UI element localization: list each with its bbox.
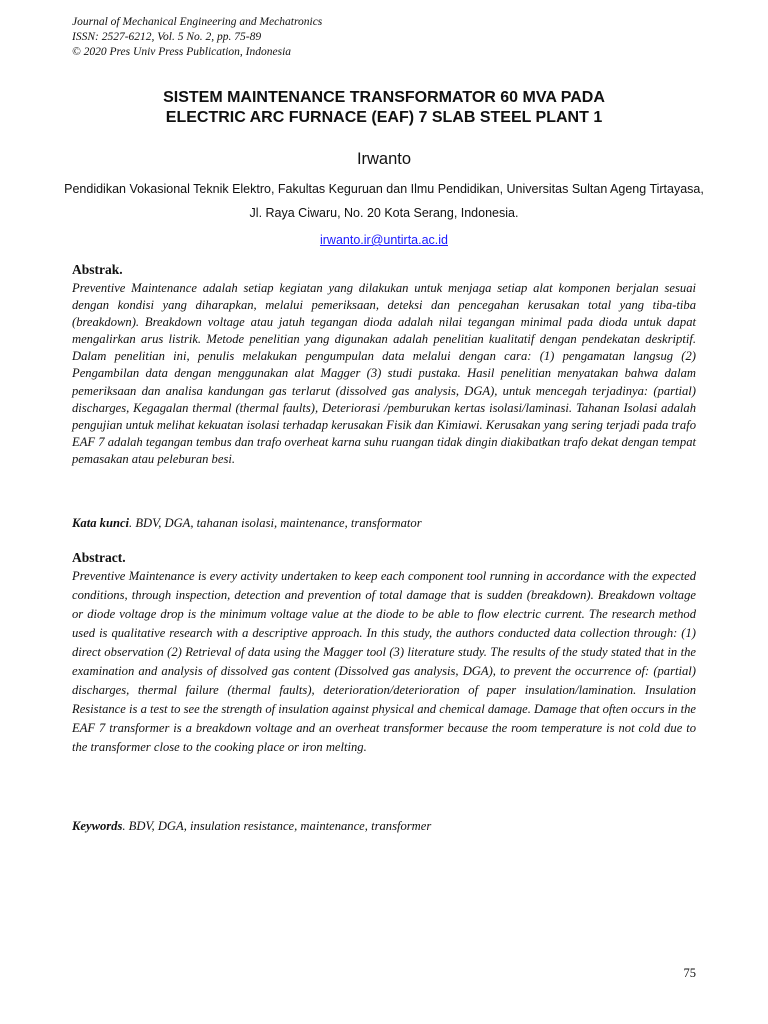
abstrak-keywords-text: . BDV, DGA, tahanan isolasi, maintenance, transformator (129, 516, 422, 530)
author-name: Irwanto (356, 150, 412, 168)
abstrak-keywords (72, 516, 696, 531)
paper-title-line-2: ELECTRIC ARC FURNACE (EAF) 7 SLAB STEEL PLANT 1 (165, 109, 603, 126)
journal-name: Journal of Mechanical Engineering and Mechatronics (72, 16, 323, 28)
abstrak-body: Preventive Maintenance adalah setiap kegiatan yang dilakukan untuk menjaga setiap alat komponen berjalan sesuai dengan kondisi yang diharapkan, melalui pemeriksaan, deteksi dan pencegahan kerusakan total yang tiba-tiba (breakdown). Breakdown voltage atau jatuh tegangan dioda adalah nilai tegangan minimal pada dioda untuk dapat mengalirkan arus listrik. Metode penelitian yang digunakan adalah penelitian kualitatif dengan pendekatan deskriptif. Dalam penelitian ini, penulis melakukan pengumpulan data melalui dengan cara: (1) pengamatan langsug (2) Pengambilan data dengan menggunakan alat Magger (3) studi pustaka. Hasil penelitian menyatakan bahwa dalam pemeriksaan dan analisa kandungan gas terlarut (dissolved gas analysis, DGA), untuk mencegah terjadinya: (partial) discharges, Kegagalan thermal (thermal faults), Deteriorasi /pemburukan kertas isolasi/laminasi. Tahanan Isolasi adalah pengujian untuk melihat kekuatan isolasi terhadap kerusakan Fisik dan Kimiawi. Kerusakan yang sering terjadi pada trafo EAF 7 adalah tegangan tembus dan trafo overheat karna suhu ruangan tidak dingin diakibatkan trafo dekat dengan tempat pemasakan atau peleburan besi. (72, 281, 696, 466)
paper-title-line-1: SISTEM MAINTENANCE TRANSFORMATOR 60 MVA PADA (163, 89, 605, 106)
author-email-line (0, 233, 768, 247)
journal-copyright: © 2020 Pres Univ Press Publication, Indonesia (72, 46, 292, 58)
journal-header (72, 15, 322, 60)
journal-issn: ISSN: 2527-6212, Vol. 5 No. 2, pp. 75-89 (72, 31, 262, 43)
abstract-keywords-label: Keywords (72, 819, 123, 833)
page-number: 75 (683, 966, 696, 980)
abstrak-heading: Abstrak. (72, 262, 123, 277)
author-affiliation: Pendidikan Vokasional Teknik Elektro, Fakultas Keguruan dan Ilmu Pendidikan, Universitas Sultan Ageng Tirtayasa, Jl. Raya Ciwaru, No. 20 Kota Serang, Indonesia. (64, 182, 704, 220)
abstract-keywords (72, 819, 696, 834)
abstract-body: Preventive Maintenance is every activity undertaken to keep each component tool running in accordance with the expected conditions, through inspection, detection and prevention of total damage that is sudden (breakdown). Breakdown voltage or diode voltage drop is the minimum voltage value at the diode to be able to flow electric current. The research method used is qualitative research with a descriptive approach. In this study, the authors conducted data collection through: (1) direct observation (2) Retrieval of data using the Magger tool (3) literature study. The results of the study stated that in the examination and analysis of dissolved gas content (Dissolved gas analysis, DGA), to prevent the occurrence of: (partial) discharges, thermal failure (thermal faults), deterioration/deterioration of paper insulation/lamination. Insulation Resistance is a test to see the strength of insulation against physical and chemical damage. Damage that often occurs in the EAF 7 transformer is a breakdown voltage and an overheat transformer because the room temperature is not cold due to the transformer close to the cooking place or iron melting. (72, 569, 696, 754)
abstract-keywords-text: . BDV, DGA, insulation resistance, maintenance, transformer (122, 819, 432, 833)
paper-title (0, 88, 768, 128)
abstract-heading: Abstract. (72, 550, 126, 565)
author-email-link[interactable]: irwanto.ir@untirta.ac.id (319, 233, 448, 247)
abstrak-keywords-label: Kata kunci (72, 516, 130, 530)
